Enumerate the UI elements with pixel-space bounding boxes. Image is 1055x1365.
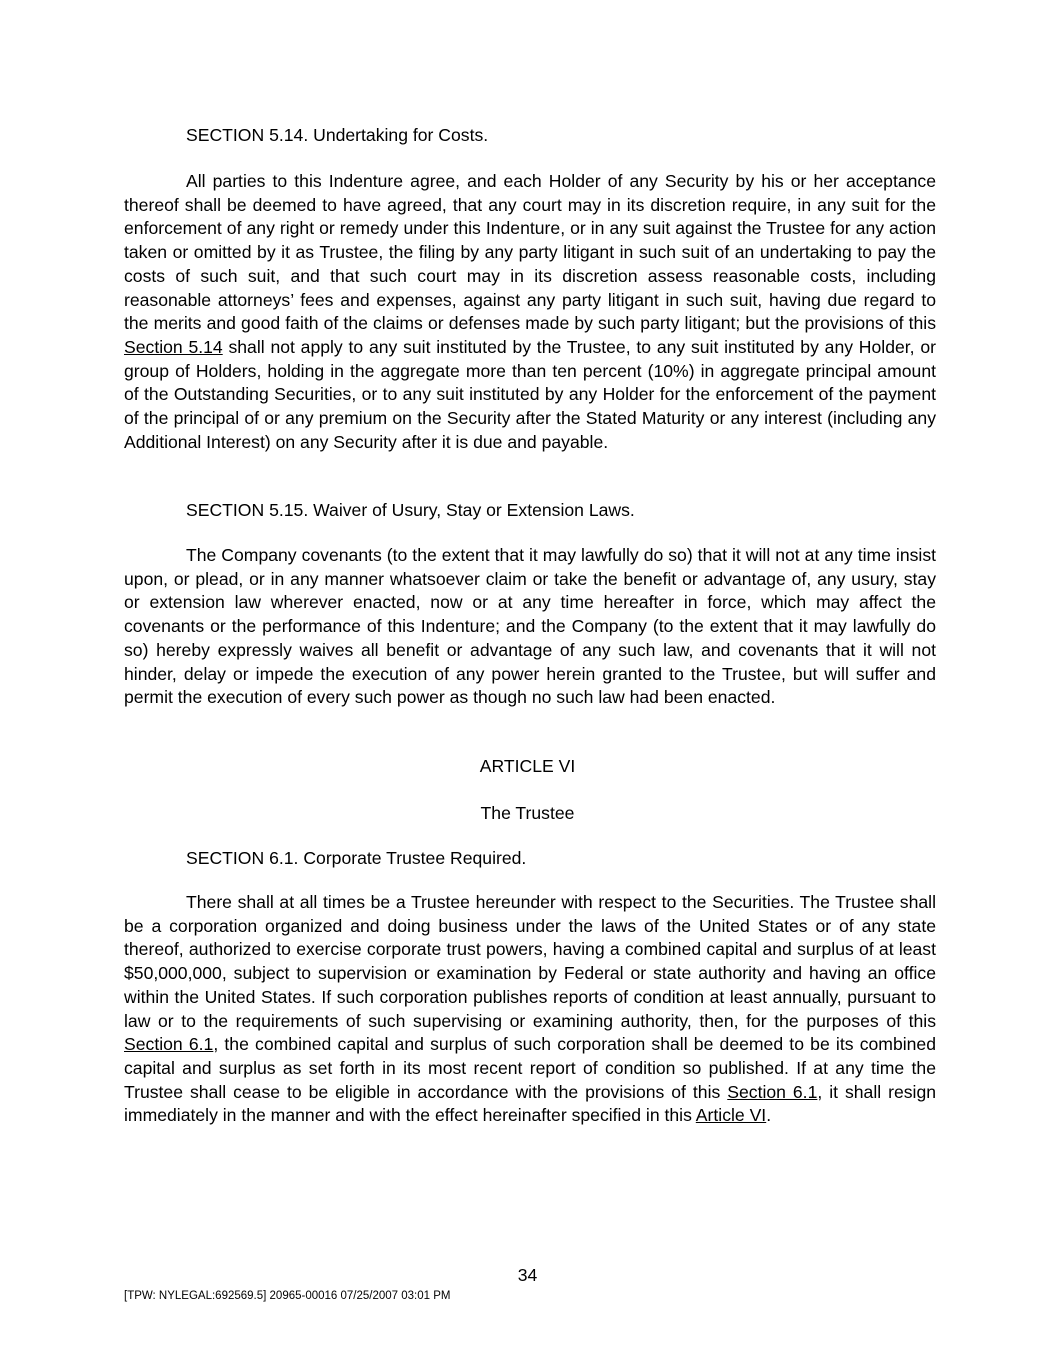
section-5-14-text-b: shall not apply to any suit instituted by the Trustee, to any suit instituted by any Holder, or group of Holders, holding in the aggregate more than ten percent (10%) in aggregate principal amount of the Outstanding Securities, or to any suit instituted by any Holder for the enforcement of the payment of the principal of or any premium on the Security after the Stated Maturity or any interest (including any Additional Interest) on any Security after it is due and payable. (124, 336, 936, 452)
section-5-15-paragraph: The Company covenants (to the extent that it may lawfully do so) that it will not at any time insist upon, or plead, or in any manner whatsoever claim or take the benefit or advantage of, any usury, stay or extension law wherever enacted, now or at any time hereafter in force, which may affect the covenants or the performance of this Indenture; and the Company (to the extent that it may lawfully do so) hereby expressly waives all benefit or advantage of any such law, and covenants that it will not hinder, delay or impede the execution of any power herein granted to the Trustee, but will suffer and permit the execution of every such power as though no such law had been enacted. (124, 545, 936, 708)
article-title: ARTICLE VI (479, 756, 576, 776)
section-6-1-reference-2: Section 6.1 (727, 1081, 818, 1102)
section-6-1-text-d: . (766, 1105, 772, 1126)
section-6-1-body (124, 891, 936, 1128)
article-6-reference: Article VI (695, 1105, 767, 1126)
document-footer: [TPW: NYLEGAL:692569.5] 20965-00016 07/25/2007 03:01 PM (124, 1290, 451, 1302)
section-6-1-text-b: , the combined capital and surplus of such corporation shall be deemed to be its combined capital and surplus as set forth in its most recent report of condition so published. If at any time the Trustee shall cease to be eligible in accordance with the provisions of this (124, 1034, 936, 1102)
section-6-1-text-c: , it shall resign immediately in the manner and with the effect hereinafter specified in this (124, 1081, 937, 1126)
section-6-1-heading: SECTION 6.1. Corporate Trustee Required. (186, 848, 527, 868)
section-6-1-text-a: There shall at all times be a Trustee hereunder with respect to the Securities. The Trustee shall be a corporation organized and doing business under the laws of the United States or of any state thereof, authorized to exercise corporate trust powers, having a combined capital and surplus of at least $50,000,000, subject to supervision or examination by Federal or state authority and having an office within the United States. If such corporation publishes reports of condition at least annually, pursuant to law or to the requirements of such supervising or examining authority, then, for the purposes of this (124, 892, 936, 1031)
section-5-14-text-a: All parties to this Indenture agree, and each Holder of any Security by his or her acceptance thereof shall be deemed to have agreed, that any court may in its discretion require, in any suit for the enforcement of any right or remedy under this Indenture, or in any suit against the Trustee for any action taken or omitted by it as Trustee, the filing by any party litigant in such suit of an undertaking to pay the costs of such suit, and that such court may in its discretion assess reasonable costs, including reasonable attorneys’ fees and expenses, against any party litigant in such suit, having due regard to the merits and good faith of the claims or defenses made by such party litigant; but the provisions of this (124, 171, 936, 334)
section-5-14-body (124, 170, 936, 454)
article-subtitle: The Trustee (480, 803, 575, 823)
section-6-1-reference-1: Section 6.1 (124, 1034, 214, 1055)
section-5-15-body (124, 544, 936, 710)
section-5-15-heading: SECTION 5.15. Waiver of Usury, Stay or Extension Laws. (186, 500, 635, 520)
section-5-14-paragraph (124, 170, 936, 454)
section-5-14-heading: SECTION 5.14. Undertaking for Costs. (186, 125, 489, 145)
section-5-14-reference: Section 5.14 (124, 336, 223, 357)
section-6-1-paragraph (124, 891, 936, 1128)
page-number: 34 (517, 1265, 538, 1285)
